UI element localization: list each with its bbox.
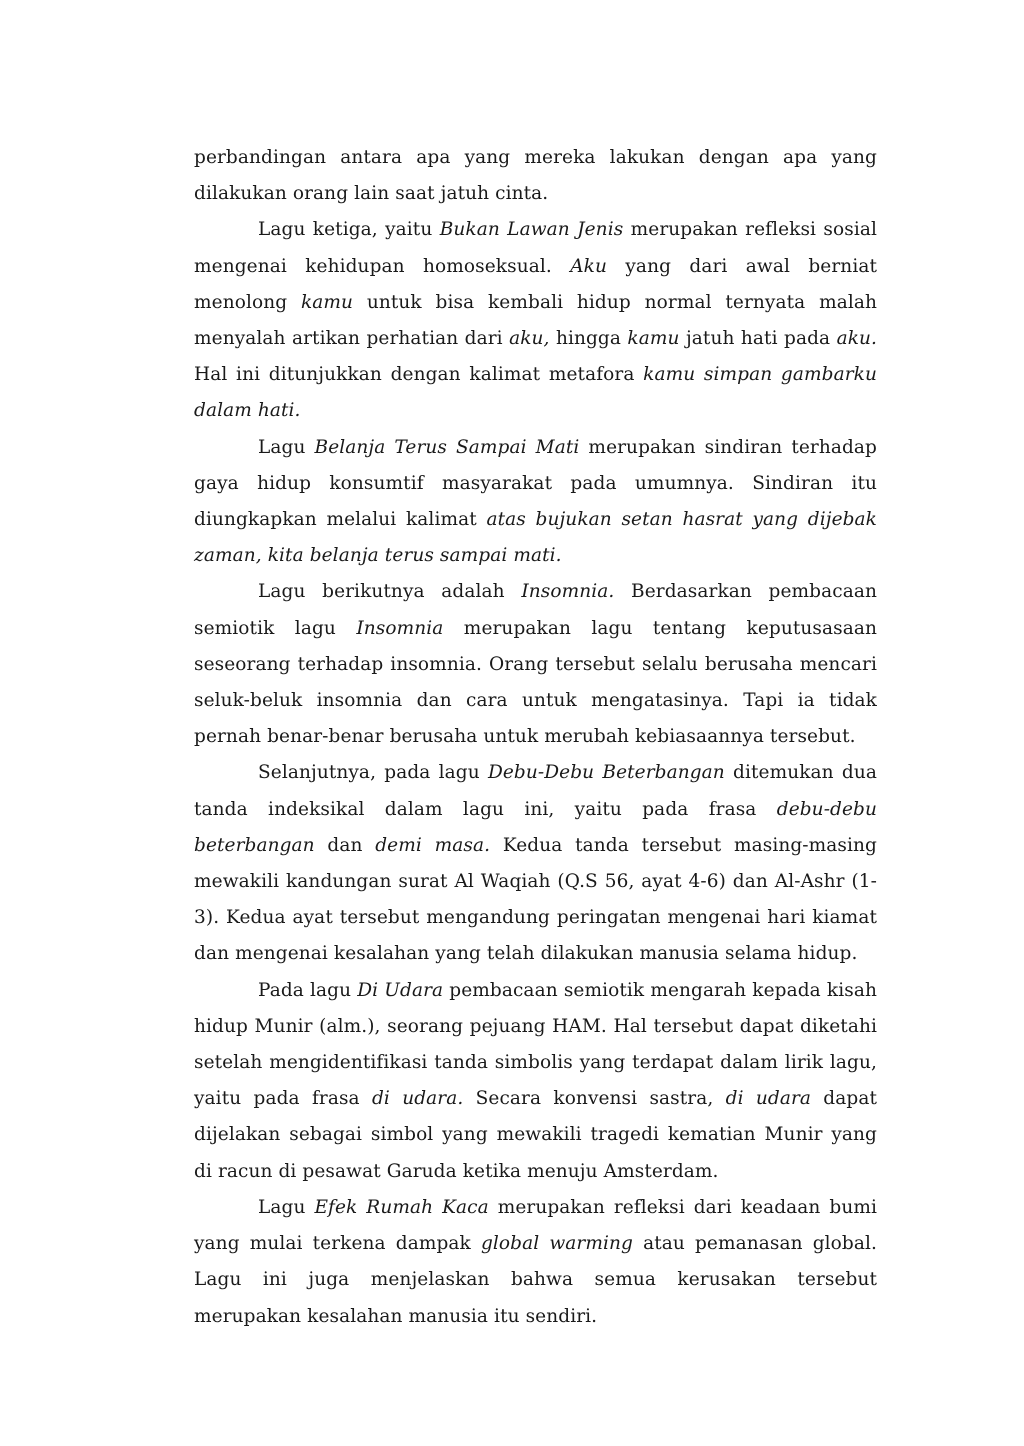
paragraph-2 — [194, 212, 877, 429]
document-page — [194, 140, 877, 1335]
text-run: merupakan refleksi sosial mengenai kehidupan homoseksual. — [194, 219, 877, 277]
text-run: Selanjutnya, pada lagu — [258, 762, 488, 784]
text-run: Lagu — [258, 436, 315, 458]
paragraph-6 — [194, 973, 877, 1190]
italic-text-run: atas bujukan setan hasrat yang dijebak zaman, kita belanja terus sampai mati. — [194, 509, 877, 567]
text-run: Berdasarkan pembacaan semiotik lagu — [194, 581, 877, 639]
italic-text-run: Efek Rumah Kaca — [314, 1196, 489, 1218]
text-run: Lagu berikutnya adalah — [258, 581, 522, 603]
text-run: hingga — [549, 328, 628, 350]
text-run: pembacaan semiotik mengarah kepada kisah hidup Munir (alm.), seorang pejuang HAM. Hal tersebut dapat diketahi setelah mengidentifikasi tanda simbolis yang terdapat dalam lirik lagu, yaitu pada frasa — [194, 979, 877, 1110]
italic-text-run: kamu simpan gambarku dalam hati. — [194, 364, 877, 422]
italic-text-run: kamu — [300, 291, 354, 313]
text-run: yang dari awal berniat menolong — [194, 255, 877, 313]
paragraph-3 — [194, 430, 877, 575]
italic-text-run: debu-debu beterbangan — [194, 798, 877, 856]
italic-text-run: Belanja Terus Sampai Mati — [314, 436, 580, 458]
text-run: Lagu — [258, 1196, 315, 1218]
italic-text-run: di udara. — [371, 1088, 464, 1110]
italic-text-run: demi masa. — [375, 834, 491, 856]
italic-text-run: Di Udara — [357, 979, 444, 1001]
italic-text-run: di udara — [725, 1088, 812, 1110]
text-run: Secara konvensi sastra, — [463, 1088, 726, 1110]
text-run: merupakan refleksi dari keadaan bumi yang mulai terkena dampak — [194, 1196, 878, 1255]
paragraph-4 — [194, 574, 877, 755]
italic-text-run: Insomnia. — [521, 581, 615, 603]
italic-text-run: Insomnia — [356, 617, 444, 639]
italic-text-run: Debu-Debu Beterbangan — [487, 762, 725, 784]
text-run: merupakan sindiran terhadap gaya hidup konsumtif masyarakat pada umumnya. Sindiran itu diungkapkan melalui kalimat — [194, 436, 878, 531]
paragraph-5 — [194, 755, 877, 972]
italic-text-run: aku, — [509, 328, 550, 350]
text-run: dan — [314, 834, 376, 856]
text-run: dapat dijelakan sebagai simbol yang mewakili tragedi kematian Munir yang di racun di pesawat Garuda ketika menuju Amsterdam. — [194, 1088, 877, 1182]
italic-text-run: Aku — [570, 255, 608, 277]
text-run: Pada lagu — [258, 979, 358, 1001]
paragraph-1 — [194, 140, 877, 212]
text-run: Kedua tanda tersebut masing-masing mewakili kandungan surat Al Waqiah (Q.S 56, ayat 4-6) dan Al-Ashr (1-3). Kedua ayat tersebut mengandung peringatan mengenai hari kiamat dan mengenai kesalahan yang telah dilakukan manusia selama hidup. — [194, 834, 877, 965]
text-run: merupakan lagu tentang keputusasaan seseorang terhadap insomnia. Orang tersebut selalu berusaha mencari seluk-beluk insomnia dan cara untuk mengatasinya. Tapi ia tidak pernah benar-benar berusaha untuk merubah kebiasaannya tersebut. — [194, 617, 877, 748]
text-run: jatuh hati pada — [679, 328, 837, 350]
text-run: atau pemanasan global. Lagu ini juga menjelaskan bahwa semua kerusakan tersebut merupakan kesalahan manusia itu sendiri. — [194, 1233, 877, 1327]
italic-text-run: kamu — [627, 328, 680, 350]
text-run: untuk bisa kembali hidup normal ternyata malah menyalah artikan perhatian dari — [194, 291, 877, 350]
italic-text-run: global warming — [480, 1233, 633, 1255]
text-run: Hal ini ditunjukkan dengan kalimat metafora — [194, 364, 644, 386]
text-run: ditemukan dua tanda indeksikal dalam lagu ini, yaitu pada frasa — [194, 762, 877, 820]
italic-text-run: Bukan Lawan Jenis — [439, 219, 624, 241]
text-run: Lagu ketiga, yaitu — [258, 219, 440, 241]
paragraph-7 — [194, 1190, 877, 1335]
italic-text-run: aku. — [836, 328, 877, 350]
text-run: perbandingan antara apa yang mereka lakukan dengan apa yang dilakukan orang lain saat jatuh cinta. — [194, 147, 877, 205]
